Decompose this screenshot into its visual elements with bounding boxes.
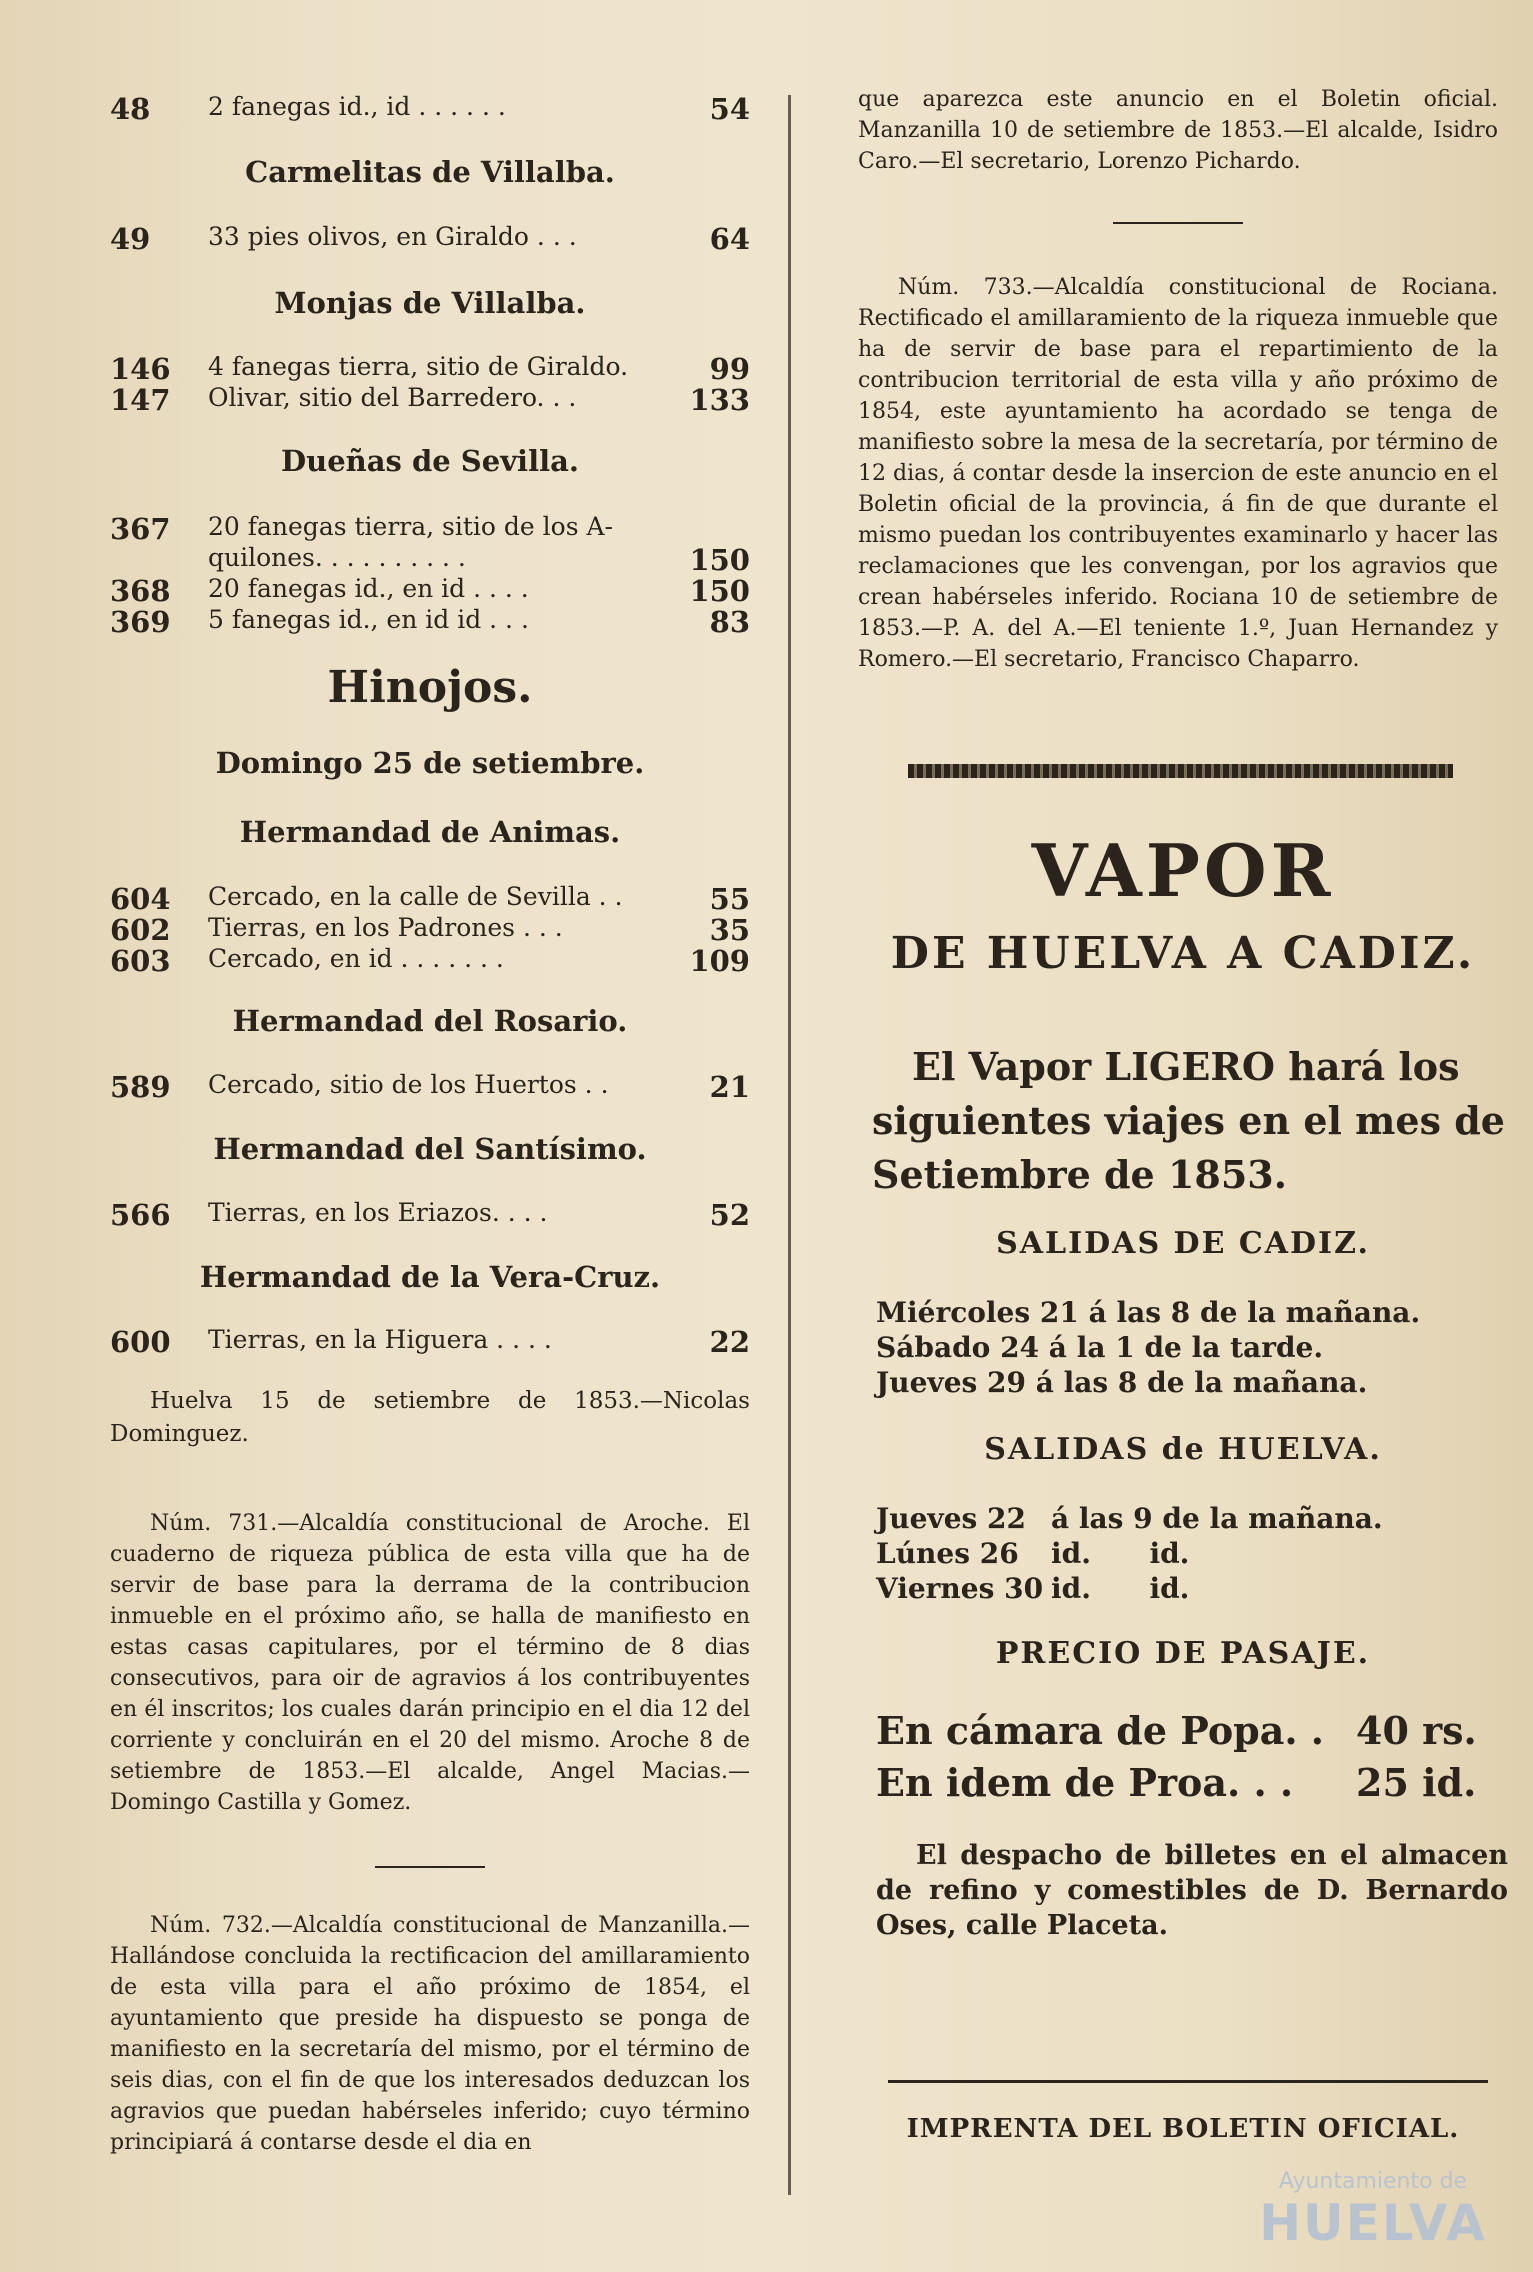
- table-row: [110, 543, 750, 577]
- section-heading: Hermandad del Santísimo.: [213, 1132, 647, 1166]
- lot-description: 20 fanegas tierra, sitio de los A-: [208, 512, 613, 541]
- lot-description: 33 pies olivos, en Giraldo . . .: [208, 222, 577, 251]
- schedule-line: Miércoles 21 á las 8 de la mañana.: [876, 1296, 1421, 1329]
- schedule-line: [876, 1502, 1383, 1535]
- lot-value: 54: [709, 92, 750, 126]
- separator-rule: [375, 1866, 485, 1868]
- fare-label: En idem de Proa. . .: [876, 1760, 1294, 1805]
- table-row: [110, 944, 750, 978]
- lot-number: 603: [110, 944, 171, 978]
- lot-value: 21: [709, 1070, 750, 1104]
- lot-value: 35: [709, 913, 750, 947]
- ticket-office-note: El despacho de billetes en el almacen de refino y comestibles de D. Bernardo Oses, calle Placeta.: [876, 1840, 1508, 1941]
- separator-rule: [888, 2080, 1488, 2083]
- notice-732: Núm. 732.—Alcaldía constitucional de Manzanilla.—Hallándose concluida la rectificacion del amillaramiento de esta villa para el año próximo de 1854, el ayuntamiento que preside ha dispuesto se ponga de manifiesto en la secretaría del mismo, por el término de seis dias, con el fin de que los interesados deduzcan los agravios que puedan habérseles inferido; cuyo término principiará á contarse desde el dia en: [110, 1913, 750, 2155]
- lot-description: Cercado, en id . . . . . . .: [208, 944, 504, 973]
- fare-line: [876, 1760, 1496, 1805]
- fare-value: 40 rs.: [1356, 1708, 1477, 1753]
- table-row: [110, 1070, 750, 1104]
- lot-value: 22: [709, 1325, 750, 1359]
- lot-description: Tierras, en la Higuera . . . .: [208, 1325, 552, 1354]
- lot-number: 368: [110, 574, 171, 608]
- schedule-line: [876, 1572, 1189, 1605]
- lot-number: 146: [110, 352, 171, 386]
- lot-number: 367: [110, 512, 171, 546]
- table-row: [110, 574, 750, 608]
- lot-description: quilones. . . . . . . . . .: [208, 543, 466, 572]
- fare-line: [876, 1708, 1496, 1753]
- schedule-line: Sábado 24 á la 1 de la tarde.: [876, 1331, 1324, 1364]
- lot-description: Tierras, en los Eriazos. . . .: [208, 1198, 548, 1227]
- lot-value: 133: [689, 383, 750, 417]
- fare-value: 25 id.: [1356, 1760, 1477, 1805]
- table-row: [110, 92, 750, 126]
- table-row: [110, 1325, 750, 1359]
- table-row: [110, 1198, 750, 1232]
- signature-paragraph: Huelva 15 de setiembre de 1853.—Nicolas Dominguez.: [110, 1388, 750, 1447]
- cadiz-departures-heading: SALIDAS DE CADIZ.: [996, 1226, 1370, 1261]
- table-row: [110, 913, 750, 947]
- lot-number: 602: [110, 913, 171, 947]
- lot-value: 150: [689, 543, 750, 577]
- fare-heading: PRECIO DE PASAJE.: [995, 1636, 1371, 1671]
- ad-route: DE HUELVA A CADIZ.: [890, 928, 1476, 979]
- table-row: [110, 222, 750, 256]
- printer-imprint: IMPRENTA DEL BOLETIN OFICIAL.: [906, 2114, 1460, 2144]
- date-heading: Domingo 25 de setiembre.: [215, 746, 645, 780]
- lot-description: Cercado, sitio de los Huertos . .: [208, 1070, 609, 1099]
- notice-731: Núm. 731.—Alcaldía constitucional de Aroche. El cuaderno de riqueza pública de esta villa que ha de servir de base para la derrama de la contribucion inmueble en el próximo año, se halla de manifiesto en estas casas capitulares, por el término de 8 dias consecutivos, para oir de agravios á los contribuyentes en él inscritos; los cuales darán principio en el dia 12 del corriente y concluirán en el 20 del mismo. Aroche 8 de setiembre de 1853.—El alcalde, Angel Macias.—Domingo Castilla y Gomez.: [110, 1511, 750, 1815]
- section-heading: Hermandad de Animas.: [239, 815, 621, 849]
- lot-number: 49: [110, 222, 151, 256]
- table-row: [110, 882, 750, 916]
- lot-description: Cercado, en la calle de Sevilla . .: [208, 882, 623, 911]
- lot-value: 109: [689, 944, 750, 978]
- schedule-day: Lúnes 26: [876, 1537, 1019, 1570]
- table-row: [110, 352, 750, 386]
- lot-value: 150: [689, 574, 750, 608]
- lot-number: 566: [110, 1198, 171, 1232]
- lot-number: 589: [110, 1070, 171, 1104]
- lot-number: 600: [110, 1325, 171, 1359]
- ad-title: VAPOR: [1031, 828, 1335, 913]
- ad-intro: El Vapor LIGERO hará los siguientes viajes en el mes de Setiembre de 1853.: [872, 1044, 1505, 1197]
- notice-733: Núm. 733.—Alcaldía constitucional de Rociana. Rectificado el amillaramiento de la riqueza inmueble que ha de servir de base para el repartimiento de la contribucion territorial de esta villa y año próximo de 1854, este ayuntamiento ha acordado se tenga de manifiesto sobre la mesa de la secretaría, por término de 12 dias, á contar desde la insercion de este anuncio en el Boletin oficial de la provincia, á fin de que durante el mismo puedan los contribuyentes examinarlo y hacer las reclamaciones que les convengan, por los agravios que crean habérseles inferido. Rociana 10 de setiembre de 1853.—P. A. del A.—El teniente 1.º, Juan Hernandez y Romero.—El secretario, Francisco Chaparro.: [858, 275, 1498, 672]
- lot-number: 604: [110, 882, 171, 916]
- schedule-line: [876, 1537, 1189, 1570]
- watermark-line: Ayuntamiento de: [1278, 2169, 1468, 2194]
- schedule-day: Jueves 22: [876, 1502, 1026, 1535]
- lot-description: 20 fanegas id., en id . . . .: [208, 574, 529, 603]
- section-heading: Hermandad del Rosario.: [232, 1004, 628, 1038]
- lot-description: Olivar, sitio del Barredero. . .: [208, 383, 577, 412]
- schedule-time: id. id.: [1051, 1537, 1190, 1570]
- separator-rule: [1113, 222, 1243, 224]
- table-row: [110, 383, 750, 417]
- section-heading: Monjas de Villalba.: [274, 286, 586, 320]
- town-heading: Hinojos.: [327, 662, 533, 713]
- section-heading: Hermandad de la Vera-Cruz.: [199, 1260, 661, 1294]
- section-heading: Dueñas de Sevilla.: [281, 444, 579, 478]
- schedule-time: id. id.: [1051, 1572, 1190, 1605]
- lot-description: Tierras, en los Padrones . . .: [208, 913, 563, 942]
- lot-value: 52: [709, 1198, 750, 1232]
- lot-value: 83: [709, 605, 750, 639]
- schedule-time: á las 9 de la mañana.: [1051, 1502, 1383, 1535]
- lot-number: 147: [110, 383, 171, 417]
- section-heading: Carmelitas de Villalba.: [245, 155, 615, 189]
- watermark-title: HUELVA: [1259, 2194, 1487, 2252]
- archive-watermark: [1253, 2169, 1493, 2252]
- table-row: [110, 512, 750, 546]
- lot-number: 48: [110, 92, 151, 126]
- notice-732-continued: que aparezca este anuncio en el Boletin oficial. Manzanilla 10 de setiembre de 1853.—El alcalde, Isidro Caro.—El secretario, Lorenzo Pichardo.: [858, 87, 1498, 174]
- column-divider: [788, 95, 791, 2195]
- table-row: [110, 605, 750, 639]
- lot-number: 369: [110, 605, 171, 639]
- ornamental-border: [908, 764, 1453, 778]
- schedule-day: Viernes 30: [876, 1572, 1044, 1605]
- lot-description: 5 fanegas id., en id id . . .: [208, 605, 529, 634]
- lot-value: 55: [709, 882, 750, 916]
- lot-description: 4 fanegas tierra, sitio de Giraldo.: [208, 352, 629, 381]
- lot-value: 64: [709, 222, 750, 256]
- lot-value: 99: [709, 352, 750, 386]
- lot-description: 2 fanegas id., id . . . . . .: [208, 92, 506, 121]
- schedule-line: Jueves 29 á las 8 de la mañana.: [876, 1366, 1368, 1399]
- huelva-departures-heading: SALIDAS de HUELVA.: [984, 1432, 1382, 1467]
- fare-label: En cámara de Popa. .: [876, 1708, 1325, 1753]
